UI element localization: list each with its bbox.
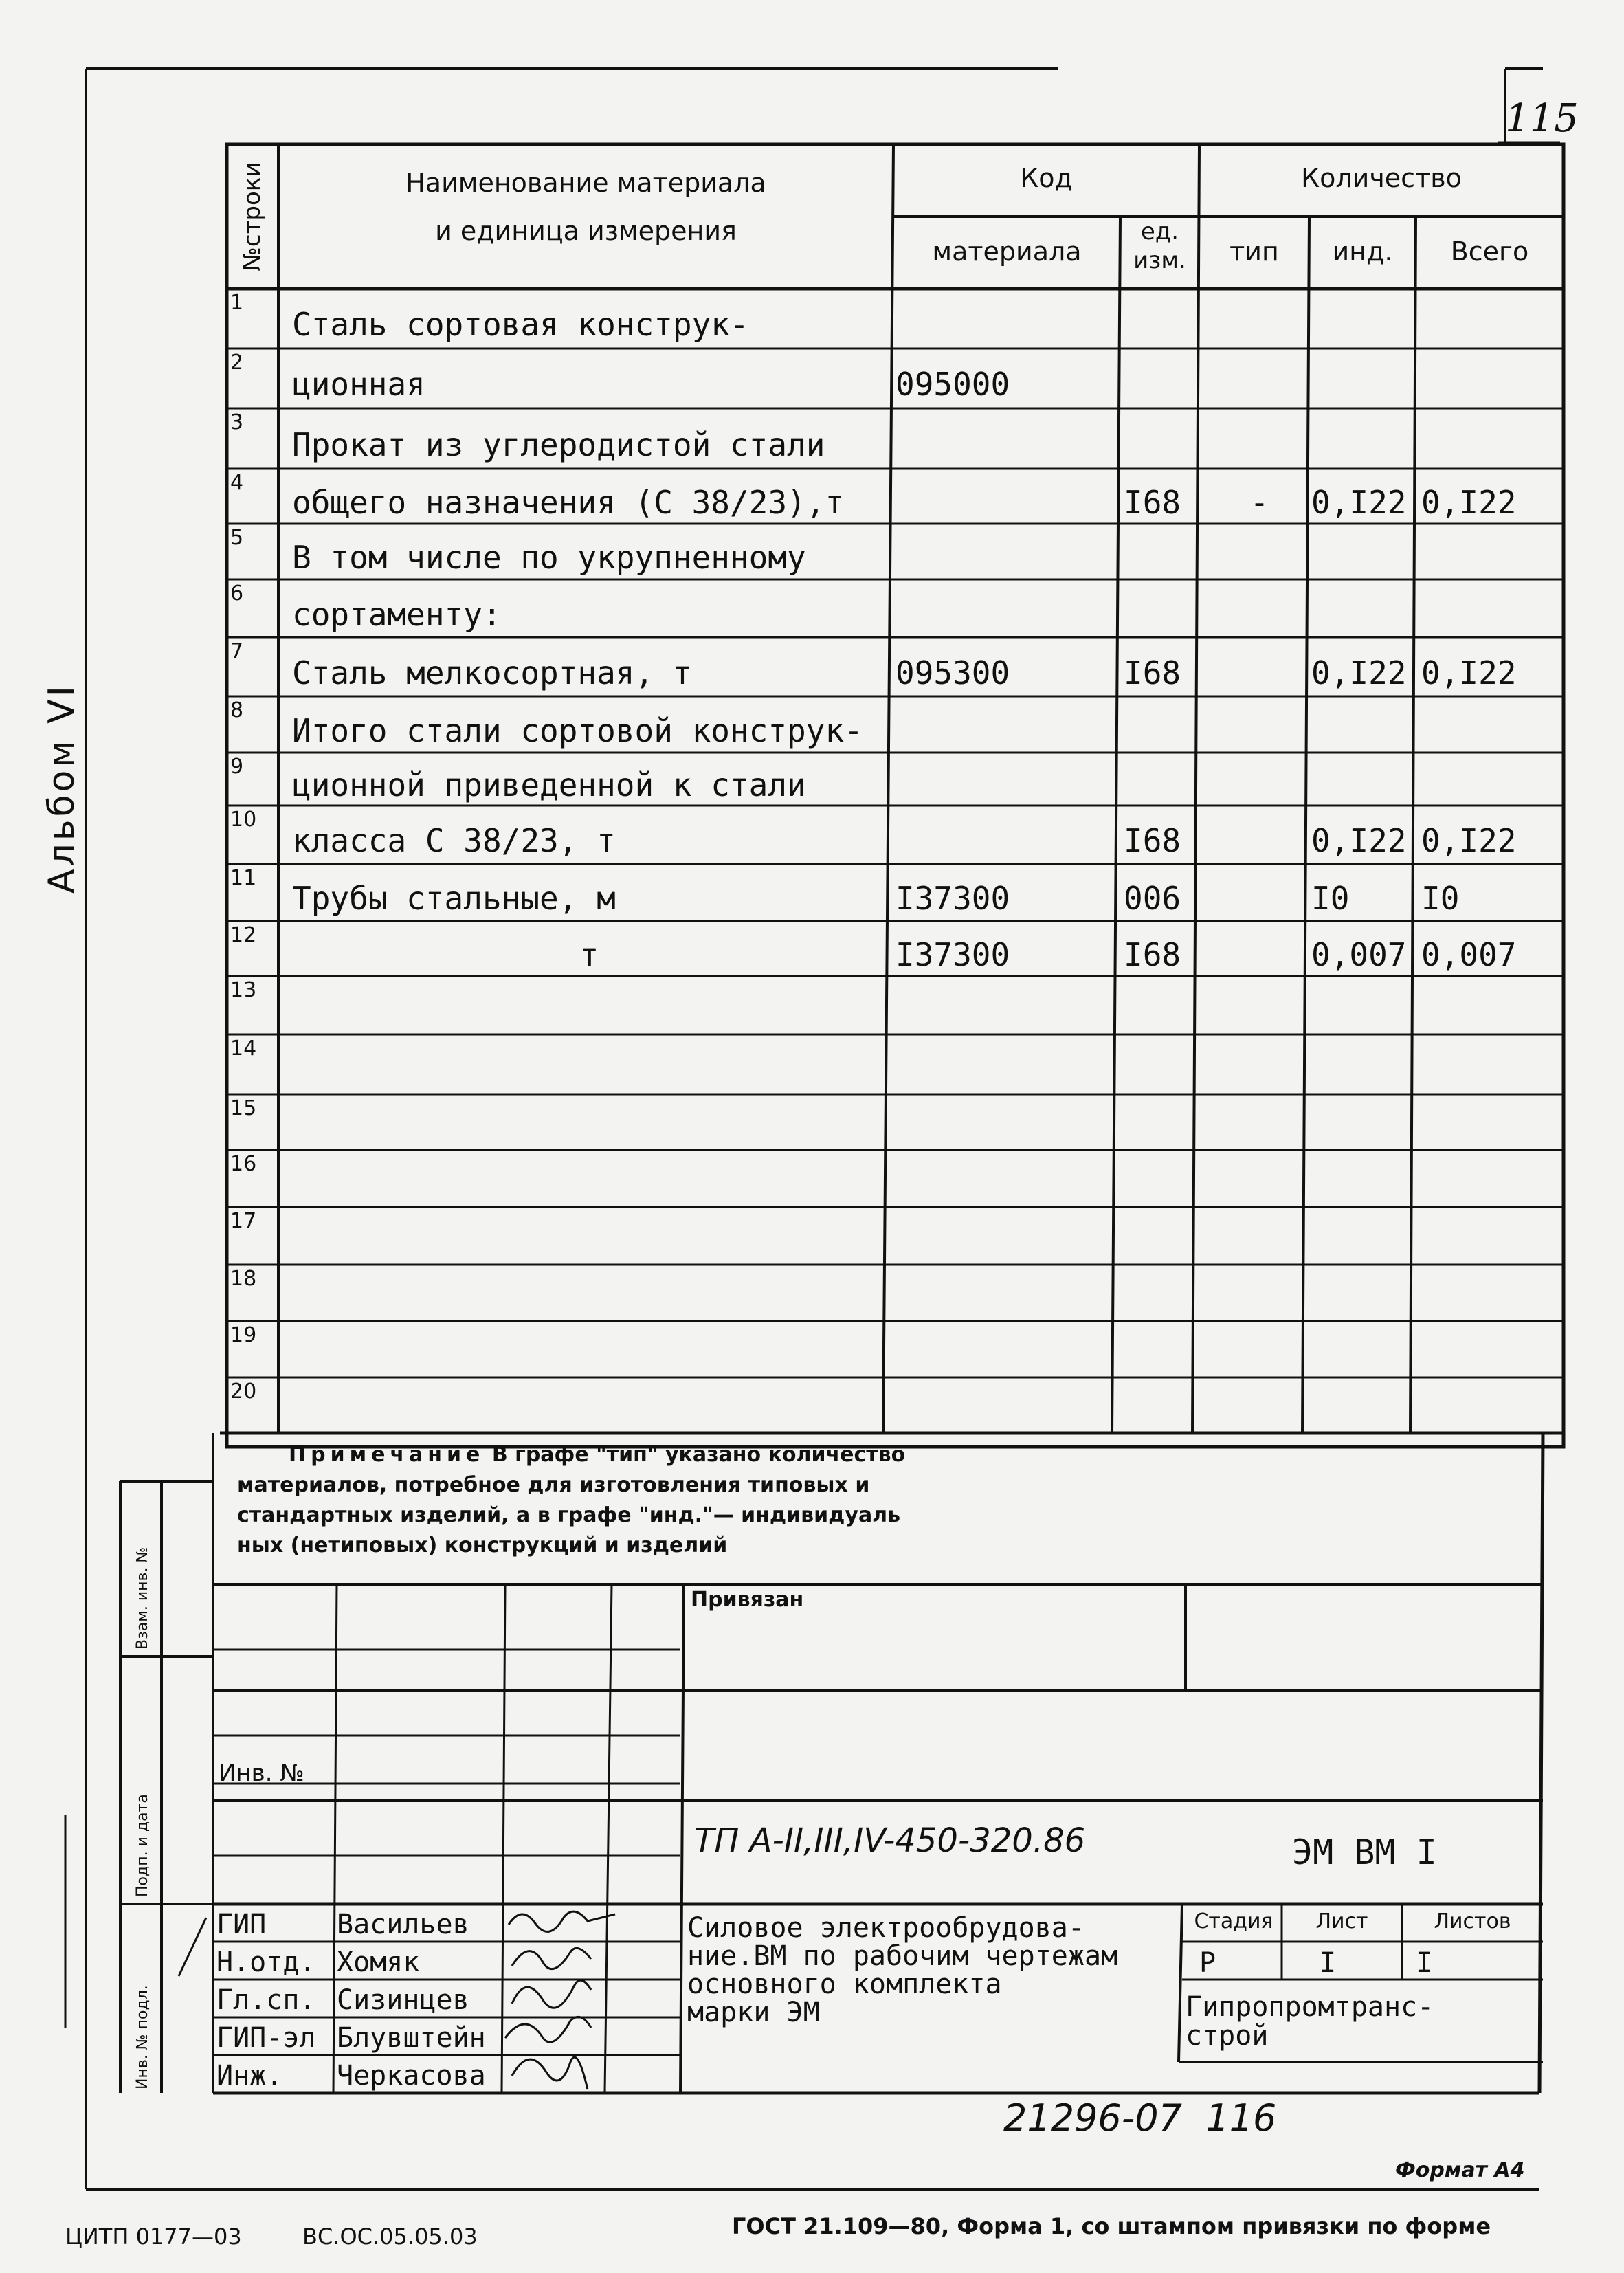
title-line1: Силовое электрообрудова- [687,1912,1084,1944]
cell-type [1213,348,1306,408]
cell-n: 10 [230,808,257,832]
cell-type [1213,753,1306,806]
cell-ind: 0,I22 [1311,654,1407,691]
cell-type [1213,637,1306,696]
cell-name: общего назначения (С 38/23),т [292,484,845,521]
cell-ind: I0 [1311,880,1350,917]
cell-name: класса С 38/23, т [292,822,616,859]
cell-unit [1124,579,1196,637]
cell-name: В том числе по укрупненному [292,539,806,576]
cell-n: 2 [230,351,244,375]
cell-type [1213,1321,1306,1377]
cell-ind [1311,1034,1412,1094]
sheets-value: I [1416,1947,1433,1979]
cell-unit: I68 [1124,484,1181,521]
cell-unit [1124,348,1196,408]
cell-code [896,976,1117,1034]
cell-n: 11 [230,866,257,890]
cell-unit [1124,1207,1196,1265]
footer-code: ВС.ОС.05.05.03 [302,2224,478,2250]
note-line2: материалов, потребное для изготовления типовых и [237,1473,870,1497]
cell-total [1421,289,1564,348]
cell-unit: I68 [1124,822,1181,859]
privyazan-label: Привязан [691,1588,804,1612]
cell-type [1213,1150,1306,1207]
cell-type [1213,921,1306,976]
cell-ind [1311,348,1412,408]
cell-n: 3 [230,410,244,434]
org-line2: строй [1186,2020,1269,2052]
cell-name [292,1265,887,1321]
staff-name: Сизинцев [337,1984,469,2016]
cell-ind [1311,1377,1412,1433]
cell-n: 6 [230,581,244,606]
cell-code: I37300 [896,936,1010,973]
cell-n: 14 [230,1036,257,1061]
cell-name: Итого стали сортовой конструк- [292,712,863,749]
cell-unit [1124,753,1196,806]
header-name-line2: и единица измерения [435,216,737,246]
cell-unit [1124,1377,1196,1433]
cell-ind [1311,1094,1412,1150]
cell-n: 17 [230,1209,257,1233]
header-total: Всего [1450,236,1529,267]
note [237,1440,905,1561]
cell-code [896,1034,1117,1094]
cell-name: ционная [292,366,425,403]
cell-total [1421,408,1564,469]
cell-type [1213,696,1306,753]
staff-role: Инж. [216,2060,283,2092]
note-line3: стандартных изделий, а в графе "инд."— индивидуаль [237,1503,901,1527]
cell-n: 5 [230,526,244,550]
cell-total [1421,348,1564,408]
archive-number: 21296-07 116 [1003,2096,1277,2140]
cell-ind [1311,289,1412,348]
cell-ind [1311,696,1412,753]
cell-total [1421,579,1564,637]
cell-ind [1311,1265,1412,1321]
staff-role: Гл.сп. [216,1984,316,2016]
album-label: Альбом VI [41,683,82,894]
cell-ind [1311,753,1412,806]
cell-code [896,696,1117,753]
cell-code [896,1150,1117,1207]
header-ind: инд. [1332,236,1393,267]
cell-type [1213,1207,1306,1265]
cell-type [1213,1094,1306,1150]
page-number: 115 [1505,96,1579,141]
staff-role: ГИП-эл [216,2022,316,2054]
cell-name [292,1094,887,1150]
cell-type [1213,1265,1306,1321]
header-name-line1: Наименование материала [405,168,766,198]
doc-mark: ЭМ ВМ I [1292,1832,1437,1872]
cell-n: 13 [230,978,257,1002]
title-line4: марки ЭМ [687,1997,820,2028]
cell-name: т [579,936,599,973]
cell-n: 7 [230,639,244,663]
cell-type: - [1249,484,1269,521]
header-quantity: Количество [1301,163,1462,193]
cell-code [896,806,1117,864]
project-code: ТП А-II,III,IV-450-320.86 [694,1821,1086,1860]
cell-unit [1124,289,1196,348]
header-material: материала [932,236,1082,267]
cell-unit [1124,524,1196,579]
signatures [505,1911,615,2089]
cell-name: Прокат из углеродистой стали [292,426,825,463]
sheet-value: I [1320,1947,1337,1979]
staff-role: Н.отд. [216,1947,316,1978]
cell-code [896,1207,1117,1265]
cell-ind: 0,007 [1311,936,1407,973]
cell-total [1421,1150,1564,1207]
cell-total [1421,524,1564,579]
side-label-podp: Подп. и дата [134,1794,151,1897]
cell-total [1421,1094,1564,1150]
footer-right: ГОСТ 21.109—80, Форма 1, со штампом привязки по форме [732,2213,1491,2239]
cell-type [1213,408,1306,469]
cell-unit [1124,1265,1196,1321]
cell-type [1213,289,1306,348]
cell-n: 18 [230,1267,257,1291]
cell-ind: 0,I22 [1311,484,1407,521]
cell-type [1213,1034,1306,1094]
cell-ind [1311,524,1412,579]
cell-ind: 0,I22 [1311,822,1407,859]
cell-name [292,1034,887,1094]
title-line3: основного комплекта [687,1969,1002,2000]
staff-name: Черкасова [337,2060,486,2092]
cell-code [896,753,1117,806]
cell-total: 0,I22 [1421,484,1517,521]
title-line2: ние.ВМ по рабочим чертежам [687,1940,1118,1972]
cell-code [896,1321,1117,1377]
cell-total [1421,696,1564,753]
header-unit-line1: ед. [1140,218,1179,245]
cell-name [292,1321,887,1377]
cell-ind [1311,1321,1412,1377]
cell-type [1213,864,1306,921]
header-code: Код [1020,163,1073,193]
stage-value: Р [1199,1947,1216,1979]
cell-name: ционной приведенной к стали [292,766,806,803]
staff-role: ГИП [216,1909,267,1940]
cell-code [896,1265,1117,1321]
cell-ind [1311,1150,1412,1207]
cell-total [1421,1034,1564,1094]
cell-total: 0,I22 [1421,822,1517,859]
cell-total: 0,007 [1421,936,1517,973]
cell-name: Сталь сортовая конструк- [292,306,749,343]
cell-total: I0 [1421,880,1460,917]
cell-n: 12 [230,923,257,947]
note-line4: ных (нетиповых) конструкций и изделий [237,1533,728,1557]
cell-name: Сталь мелкосортная, т [292,654,692,691]
cell-unit [1124,1321,1196,1377]
note-line1: В графе "тип" указано количество [485,1443,906,1467]
cell-n: 15 [230,1096,257,1120]
cell-type [1213,524,1306,579]
cell-n: 4 [230,471,244,495]
cell-unit [1124,696,1196,753]
cell-code [896,1377,1117,1433]
staff-name: Хомяк [337,1947,420,1978]
staff-name: Васильев [337,1909,469,1940]
inv-no-label: Инв. № [219,1760,304,1787]
cell-code [896,469,1117,524]
cell-n: 8 [230,698,244,722]
cell-total [1421,976,1564,1034]
cell-unit [1124,1150,1196,1207]
cell-type [1213,1377,1306,1433]
header-type: тип [1230,236,1279,267]
header-unit-line2: изм. [1133,247,1186,274]
cell-total [1421,1207,1564,1265]
cell-name: сортаменту: [292,596,502,633]
cell-unit [1124,976,1196,1034]
header-row-no: №строки [238,162,266,271]
cell-total [1421,1377,1564,1433]
cell-code [896,1094,1117,1150]
org-line1: Гипропромтранс- [1186,1991,1434,2023]
staff-name: Блувштейн [337,2022,486,2054]
cell-code: 095000 [896,366,1010,403]
cell-name [292,1150,887,1207]
cell-unit: I68 [1124,936,1181,973]
cell-n: 1 [230,291,244,315]
cell-total [1421,1265,1564,1321]
cell-type [1213,806,1306,864]
cell-ind [1311,1207,1412,1265]
cell-unit: 006 [1124,880,1181,917]
cell-total: 0,I22 [1421,654,1517,691]
cell-n: 20 [230,1379,257,1404]
cell-code [896,524,1117,579]
sheet-label: Лист [1315,1909,1368,1933]
side-label-inv-podl: Инв. № подл. [134,1985,151,2089]
note-title: Примечание [289,1443,485,1467]
stage-label: Стадия [1194,1909,1273,1933]
side-label-vzam: Взам. инв. № [134,1546,151,1650]
cell-type [1213,579,1306,637]
cell-code [896,408,1117,469]
cell-n: 19 [230,1323,257,1347]
sheets-label: Листов [1434,1909,1511,1933]
format-label: Формат А4 [1395,2158,1525,2182]
cell-unit [1124,1034,1196,1094]
footer-left: ЦИТП 0177—03 [65,2224,242,2250]
cell-ind [1311,976,1412,1034]
cell-name [292,1377,887,1433]
cell-code: 095300 [896,654,1010,691]
cell-ind [1311,408,1412,469]
cell-unit [1124,408,1196,469]
cell-name [292,1207,887,1265]
cell-unit: I68 [1124,654,1181,691]
cell-n: 16 [230,1152,257,1176]
cell-total [1421,753,1564,806]
cell-code [896,289,1117,348]
cell-ind [1311,579,1412,637]
cell-code [896,579,1117,637]
cell-total [1421,1321,1564,1377]
cell-name: Трубы стальные, м [292,880,616,917]
cell-type [1213,976,1306,1034]
cell-name [292,976,887,1034]
cell-n: 9 [230,755,244,779]
cell-unit [1124,1094,1196,1150]
cell-code: I37300 [896,880,1010,917]
